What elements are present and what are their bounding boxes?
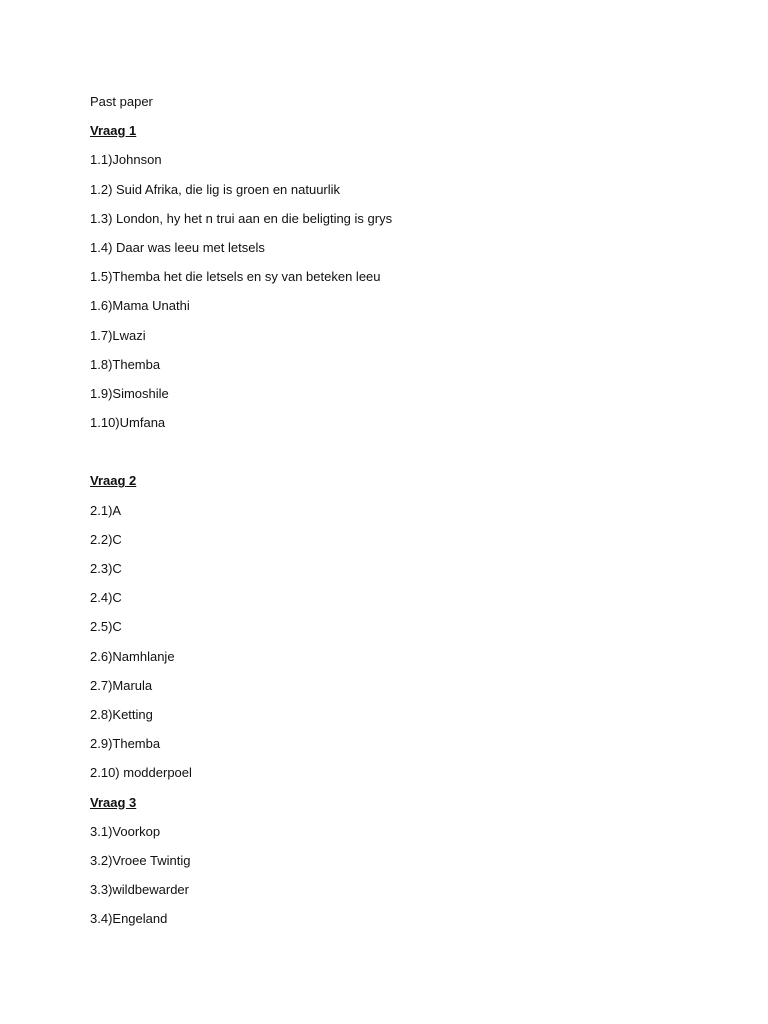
answer-1-8: 1.8)Themba bbox=[90, 356, 161, 372]
answer-3-2: 3.2)Vroee Twintig bbox=[90, 852, 191, 868]
answer-1-7: 1.7)Lwazi bbox=[90, 327, 146, 343]
answer-2-1: 2.1)A bbox=[90, 502, 122, 518]
answer-3-1: 3.1)Voorkop bbox=[90, 823, 161, 839]
answer-1-3: 1.3) London, hy het n trui aan en die beligting is grys bbox=[90, 210, 393, 226]
answer-3-4: 3.4)Engeland bbox=[90, 911, 168, 927]
answer-2-10: 2.10) modderpoel bbox=[90, 765, 192, 781]
section-heading-vraag-1: Vraag 1 bbox=[90, 123, 137, 139]
answer-2-5: 2.5)C bbox=[90, 619, 122, 635]
document-content bbox=[90, 92, 710, 938]
answer-2-4: 2.4)C bbox=[90, 590, 122, 606]
answer-2-3: 2.3)C bbox=[90, 561, 122, 576]
answer-1-2: 1.2) Suid Afrika, die lig is groen en natuurlik bbox=[90, 181, 341, 197]
answer-1-4: 1.4) Daar was leeu met letsels bbox=[90, 239, 265, 255]
answer-2-9: 2.9)Themba bbox=[90, 736, 161, 752]
answer-1-9: 1.9)Simoshile bbox=[90, 385, 169, 401]
answer-2-7: 2.7)Marula bbox=[90, 677, 153, 693]
answer-2-2: 2.2)C bbox=[90, 531, 122, 547]
document-title: Past paper bbox=[90, 94, 153, 109]
blank-spacer bbox=[90, 442, 710, 471]
answer-1-6: 1.6)Mama Unathi bbox=[90, 298, 190, 314]
answer-3-3: 3.3)wildbewarder bbox=[90, 882, 189, 898]
answer-1-1: 1.1)Johnson bbox=[90, 152, 162, 168]
section-heading-vraag-2: Vraag 2 bbox=[90, 473, 137, 489]
answer-2-6: 2.6)Namhlanje bbox=[90, 648, 175, 664]
answer-1-5: 1.5)Themba het die letsels en sy van beteken leeu bbox=[90, 269, 381, 285]
answer-1-10: 1.10)Umfana bbox=[90, 415, 166, 431]
answer-2-8: 2.8)Ketting bbox=[90, 706, 153, 722]
section-heading-vraag-3: Vraag 3 bbox=[90, 794, 137, 810]
